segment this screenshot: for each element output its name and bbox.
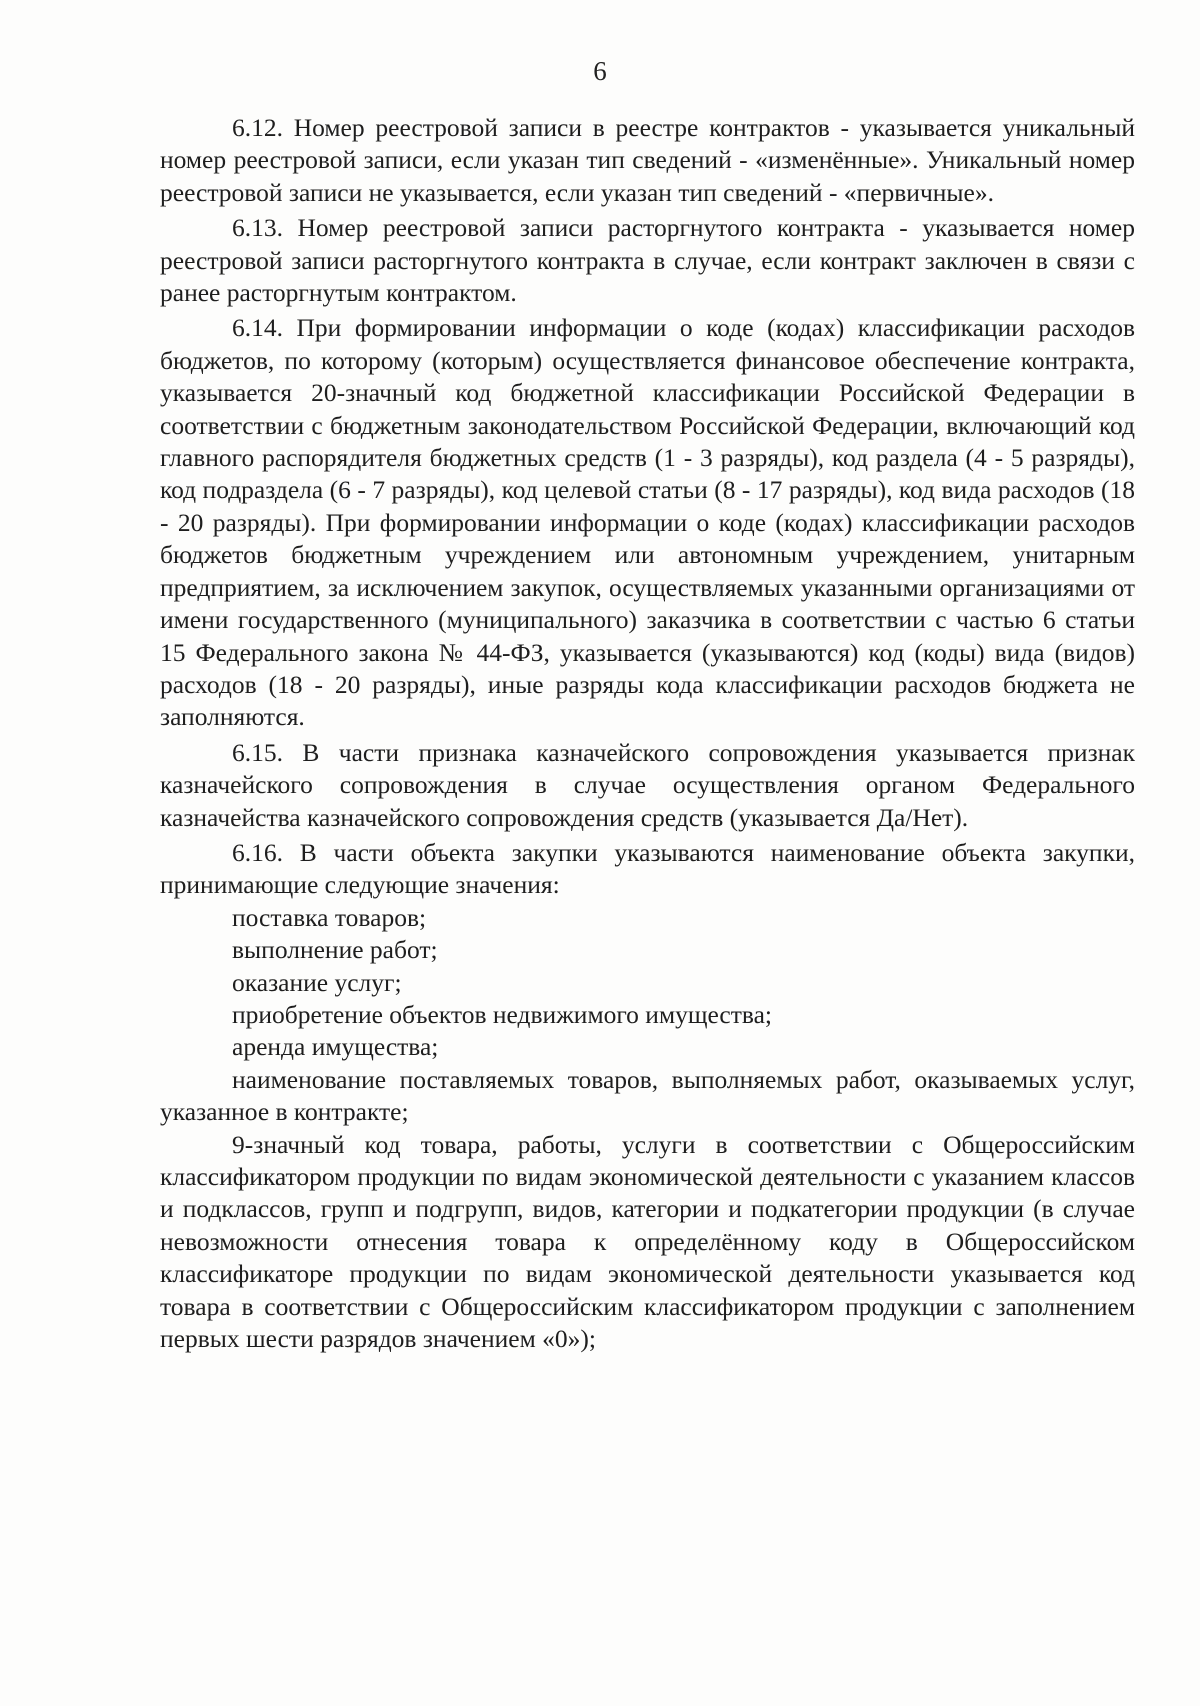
list-item: выполнение работ; (232, 935, 438, 965)
document-body (160, 112, 1135, 1355)
list-item: аренда имущества; (232, 1032, 439, 1062)
paragraph-6-14: 6.14. При формировании информации о коде (кодах) классификации расходов бюджетов, по которому (которым) осуществляется финансовое обеспечение контракта, указывается 20-значный код бюджетной классификации Российской Федерации в соответствии с бюджетным законодательством Российской Федерации, включающий код главного распорядителя бюджетных средств (1 - 3 разряды), код раздела (4 - 5 разряды), код подраздела (6 - 7 разряды), код целевой статьи (8 - 17 разряды), код вида расходов (18 - 20 разряды). При формировании информации о коде (кодах) классификации расходов бюджетов бюджетным учреждением или автономным учреждением, унитарным предприятием, за исключением закупок, осуществляемых указанными организациями от имени государственного (муниципального) заказчика в соответствии с частью 6 статьи 15 Федерального закона № 44-ФЗ, указывается (указываются) код (коды) вида (видов) расходов (18 - 20 разряды), иные разряды кода классификации расходов бюджета не заполняются. (160, 313, 1135, 732)
list-item: оказание услуг; (232, 967, 402, 997)
paragraph-6-13: 6.13. Номер реестровой записи расторгнутого контракта - указывается номер реестровой записи расторгнутого контракта в случае, если контракт заключен в связи с ранее расторгнутым контрактом. (160, 213, 1135, 308)
list-item: поставка товаров; (232, 902, 427, 932)
paragraph-6-15: 6.15. В части признака казначейского сопровождения указывается признак казначейского сопровождения в случае осуществления органом Федерального казначейства казначейского сопровождения средств (указывается Да/Нет). (160, 737, 1135, 832)
paragraph-6-16: 6.16. В части объекта закупки указываются наименование объекта закупки, принимающие следующие значения: (160, 837, 1135, 900)
paragraph-okpd-code: 9-значный код товара, работы, услуги в соответствии с Общероссийским классификатором продукции по видам экономической деятельности с указанием классов и подклассов, групп и подгрупп, видов, категории и подкатегории продукции (в случае невозможности отнесения товара к определённому коду в Общероссийском классификаторе продукции по видам экономической деятельности указывается код товара в соответствии с Общероссийским классификатором продукции с заполнением первых шести разрядов значением «0»); (160, 1129, 1135, 1354)
list-item: приобретение объектов недвижимого имущества; (232, 999, 772, 1029)
paragraph-6-12: 6.12. Номер реестровой записи в реестре контрактов - указывается уникальный номер реестровой записи, если указан тип сведений - «изменённые». Уникальный номер реестровой записи не указывается, если указан тип сведений - «первичные». (160, 113, 1135, 207)
paragraph-goods-name: наименование поставляемых товаров, выполняемых работ, оказываемых услуг, указанное в контракте; (160, 1064, 1135, 1127)
page-number: 6 (593, 56, 607, 86)
